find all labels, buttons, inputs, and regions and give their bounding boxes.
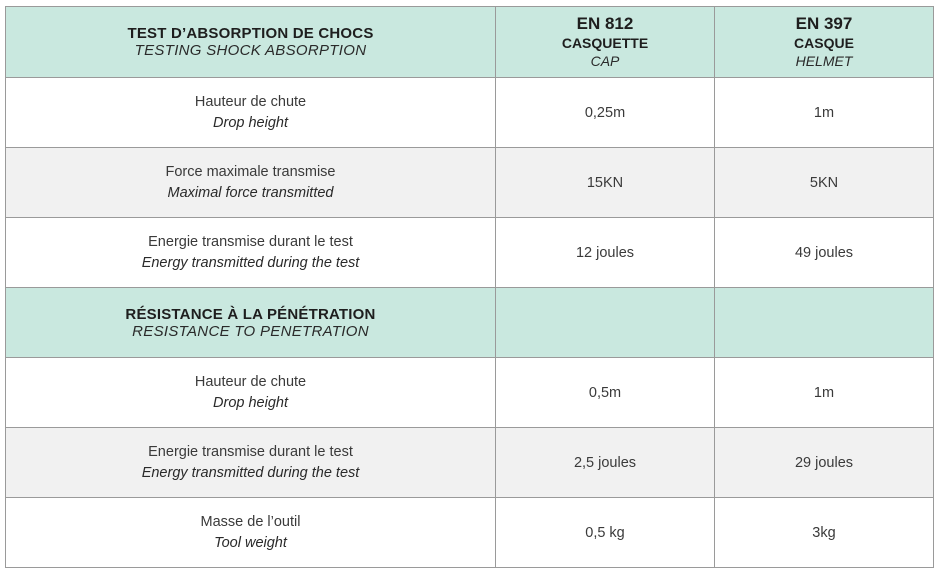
row-label-cell (6, 218, 496, 288)
table-row (6, 148, 934, 218)
shock-absorption-title-cell (6, 7, 496, 78)
row-label-cell (6, 498, 496, 568)
row-label-en: Energy transmitted during the test (141, 464, 360, 481)
helmet-value: 49 joules (715, 218, 934, 288)
en812-name-en: CAP (590, 52, 620, 69)
table-row (6, 78, 934, 148)
row-label-cell (6, 428, 496, 498)
en812-header-cell (496, 7, 715, 78)
table-row (6, 358, 934, 428)
comparison-table-wrapper (5, 6, 933, 570)
cap-value: 0,25m (496, 78, 715, 148)
shock-absorption-title-en: TESTING SHOCK ABSORPTION (134, 42, 367, 59)
row-label-cell (6, 78, 496, 148)
row-label-fr: Energie transmise durant le test (148, 233, 353, 250)
row-label-en: Drop height (213, 394, 288, 411)
row-label-fr: Masse de l’outil (200, 513, 301, 530)
row-label-en: Energy transmitted during the test (141, 254, 360, 271)
empty-header-cell (496, 288, 715, 358)
row-label-fr: Energie transmise durant le test (148, 443, 353, 460)
header-row (6, 7, 934, 78)
row-label-fr: Force maximale transmise (165, 163, 336, 180)
helmet-value: 29 joules (715, 428, 934, 498)
table-row (6, 498, 934, 568)
cap-value: 15KN (496, 148, 715, 218)
table-row (6, 218, 934, 288)
cap-value: 0,5m (496, 358, 715, 428)
row-label-cell (6, 148, 496, 218)
helmet-value: 3kg (715, 498, 934, 568)
en812-name-fr: CASQUETTE (561, 34, 649, 51)
en812-code: EN 812 (576, 13, 634, 33)
cap-value: 0,5 kg (496, 498, 715, 568)
cap-value: 2,5 joules (496, 428, 715, 498)
row-label-en: Maximal force transmitted (167, 184, 334, 201)
empty-header-cell (715, 288, 934, 358)
table-row (6, 428, 934, 498)
en397-header-cell (715, 7, 934, 78)
penetration-title-fr: RÉSISTANCE À LA PÉNÉTRATION (125, 305, 376, 323)
row-label-en: Drop height (213, 114, 288, 131)
helmet-value: 1m (715, 78, 934, 148)
en397-code: EN 397 (795, 13, 853, 33)
row-label-fr: Hauteur de chute (194, 373, 307, 390)
helmet-value: 1m (715, 358, 934, 428)
shock-absorption-title-fr: TEST D’ABSORPTION DE CHOCS (127, 25, 374, 42)
penetration-title-en: RESISTANCE TO PENETRATION (132, 322, 369, 340)
row-label-fr: Hauteur de chute (194, 93, 307, 110)
cap-value: 12 joules (496, 218, 715, 288)
row-label-cell (6, 358, 496, 428)
penetration-title-cell (6, 288, 496, 358)
helmet-value: 5KN (715, 148, 934, 218)
row-label-en: Tool weight (214, 534, 287, 551)
en397-name-en: HELMET (795, 52, 853, 69)
penetration-section-row (6, 288, 934, 358)
comparison-table (5, 6, 934, 568)
en397-name-fr: CASQUE (794, 34, 854, 51)
